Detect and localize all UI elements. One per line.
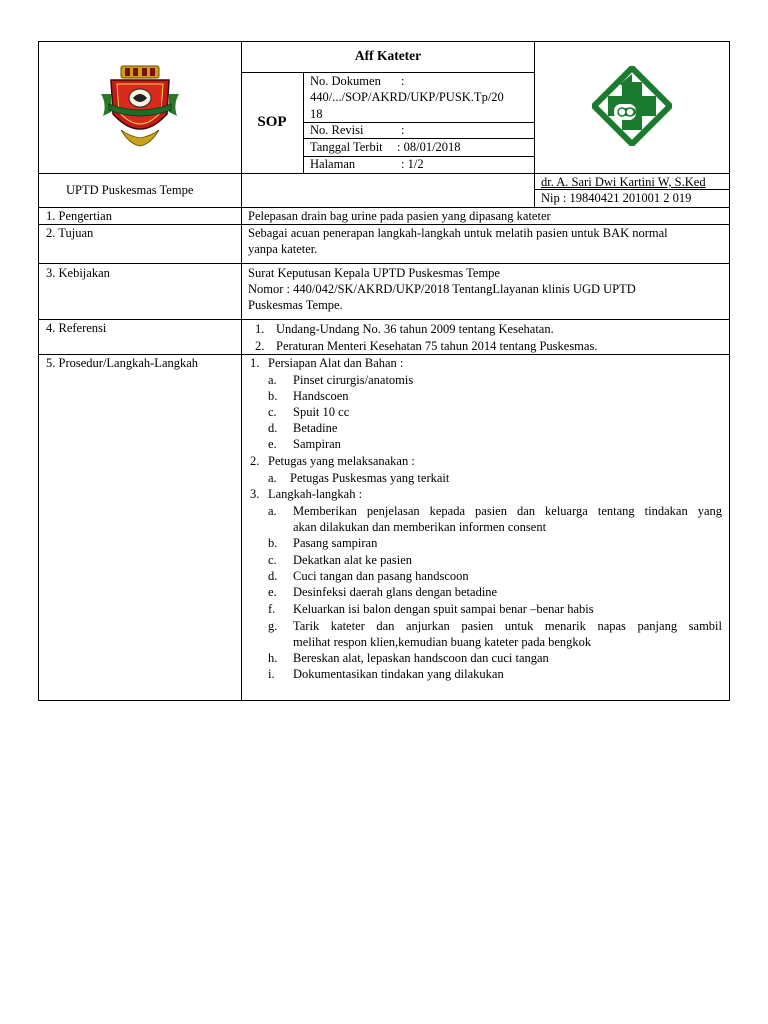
kebijakan-label: 3. Kebijakan [46,266,110,280]
langkah-item-e: Desinfeksi daerah glans dengan betadine [293,585,498,599]
kebijakan-line-3: Puskesmas Tempe. [248,298,343,312]
alat-letter-d: d. [268,421,278,435]
alat-item-b: Handscoen [293,389,349,403]
alat-item-a: Pinset cirurgis/anatomis [293,373,414,387]
halaman-label: Halaman [310,157,356,171]
document-title: Aff Kateter [354,48,422,63]
langkah-letter-e: e. [268,585,277,599]
sop-label: SOP [257,114,287,130]
langkah-letter-d: d. [268,569,278,583]
petugas-item-a: Petugas Puskesmas yang terkait [290,471,450,485]
section-num-1: 1. [250,356,260,370]
alat-item-d: Betadine [293,421,338,435]
langkah-letter-b: b. [268,536,278,550]
alat-letter-a: a. [268,373,277,387]
logo-column-divider [534,41,535,207]
revisi-sep: : [401,123,405,137]
halaman-value: : 1/2 [401,157,424,171]
langkah-item-h: Bereskan alat, lepaskan handscoon dan cuci tangan [293,651,549,665]
referensi-num-2: 2. [255,339,265,353]
border-top [38,41,730,42]
doc-no-value-cont: 18 [310,107,323,121]
alat-letter-b: b. [268,389,278,403]
langkah-item-c: Dekatkan alat ke pasien [293,553,413,567]
doc-no-label: No. Dokumen [310,74,381,88]
unit-name: UPTD Puskesmas Tempe [66,183,194,197]
revisi-label: No. Revisi [310,123,364,137]
referensi-label: 4. Referensi [46,321,107,335]
langkah-letter-a: a. [268,504,277,518]
langkah-item-f: Keluarkan isi balon dengan spuit sampai benar –benar habis [293,602,594,616]
referensi-text-1: Undang-Undang No. 36 tahun 2009 tentang Kesehatan. [276,322,554,336]
row-line-3 [38,263,730,264]
alat-item-e: Sampiran [293,437,341,451]
column-divider [241,41,242,701]
kebijakan-line-2: Nomor : 440/042/SK/AKRD/UKP/2018 TentangLlayanan klinis UGD UPTD [248,282,636,296]
row-line-4 [38,319,730,320]
pengertian-text: Pelepasan drain bag urine pada pasien yang dipasang kateter [248,209,551,223]
signer-nip: Nip : 19840421 201001 2 019 [541,191,692,205]
tujuan-line-1: Sebagai acuan penerapan langkah-langkah untuk melatih pasien untuk BAK normal [248,226,668,240]
langkah-letter-h: h. [268,651,278,665]
petugas-letter-a: a. [268,471,277,485]
section-num-3: 3. [250,487,260,501]
border-left [38,41,39,701]
langkah-item-b: Pasang sampiran [293,536,378,550]
tanggal-label: Tanggal Terbit [310,140,383,154]
section-num-2: 2. [250,454,260,468]
prosedur-label: 5. Prosedur/Langkah-Langkah [46,356,199,370]
referensi-text-2: Peraturan Menteri Kesehatan 75 tahun 2014 tentang Puskesmas. [276,339,598,353]
puskesmas-cross-icon [592,66,672,146]
langkah-item-g-cont: melihat respon klien,kemudian buang kateter pada bengkok [293,635,592,649]
langkah-letter-c: c. [268,553,277,567]
border-bottom [38,700,730,701]
signer-name: dr. A. Sari Dwi Kartini W, S.Ked [541,175,706,189]
puskesmas-logo [592,66,672,146]
langkah-item-a: Memberikan penjelasan kepada pasien dan keluarga tentang tindakan yang [293,504,722,518]
langkah-letter-g: g. [268,619,278,633]
section-title-3: Langkah-langkah : [268,487,363,501]
alat-letter-e: e. [268,437,277,451]
tujuan-line-2: yanpa kateter. [248,242,318,256]
langkah-item-d: Cuci tangan dan pasang handscoon [293,569,469,583]
referensi-num-1: 1. [255,322,265,336]
doc-no-value: 440/.../SOP/AKRD/UKP/PUSK.Tp/20 [310,90,504,104]
border-right [729,41,730,701]
regional-emblem [99,64,181,148]
tanggal-value: : 08/01/2018 [397,140,461,154]
langkah-letter-f: f. [268,602,276,616]
langkah-item-a-cont: akan dilakukan dan memberikan informen consent [293,520,547,534]
kebijakan-line-1: Surat Keputusan Kepala UPTD Puskesmas Tempe [248,266,500,280]
doc-no-sep: : [401,74,405,88]
title-row-line [241,72,535,73]
langkah-letter-i: i. [268,667,275,681]
section-title-2: Petugas yang melaksanakan : [268,454,415,468]
emblem-icon [99,64,181,148]
pengertian-label: 1. Pengertian [46,209,112,223]
alat-item-c: Spuit 10 cc [293,405,350,419]
langkah-item-g: Tarik kateter dan anjurkan pasien untuk menarik napas panjang sambil [293,619,722,633]
alat-letter-c: c. [268,405,277,419]
section-title-1: Persiapan Alat dan Bahan : [268,356,404,370]
langkah-item-i: Dokumentasikan tindakan yang dilakukan [293,667,504,681]
tujuan-label: 2. Tujuan [46,226,94,240]
